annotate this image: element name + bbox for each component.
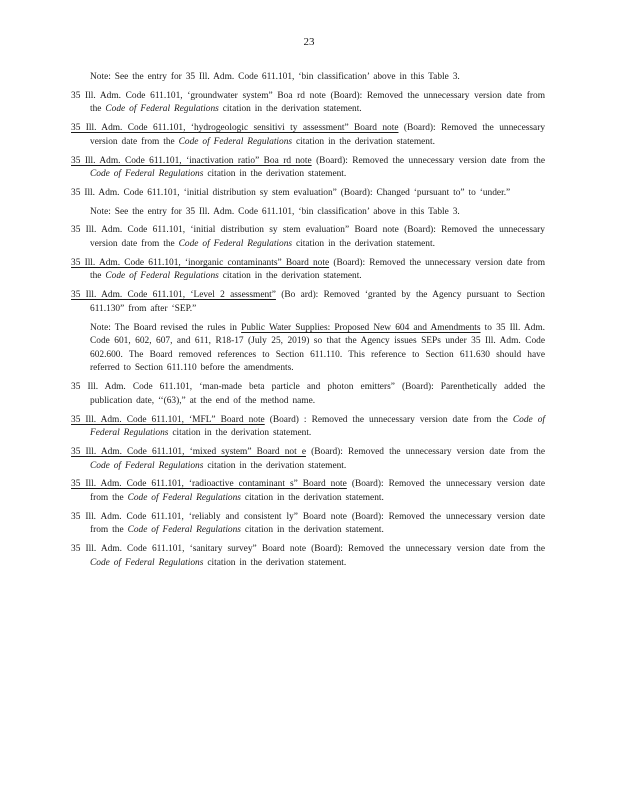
table-entry [71,414,545,441]
text-run: citation in the derivation statement. [292,239,435,250]
text-run: to 35 Ill. Adm. Code 601, 602, 607, and 611, R18-17 (July 25, 2019) so that the Agency issues SEPs under 35 Ill. Adm. Code 602.600. The Board removed references to Section 611.110. This reference to Section 611.630 should have referred to Section 611.110 before the amendments. [90,322,545,374]
text-run: 35 Ill. Adm. Code 611.101, ‘man-made beta particle and photon emitters” (Board): Parenthetically added the publication date, ‘‘(63),” at the end of the method name. [71,382,545,406]
text-run: citation in the derivation statement. [203,557,347,568]
underlined-text: 35 Ill. Adm. Code 611.101, ‘Level 2 assessment” [71,290,276,301]
text-run: 35 Ill. Adm. Code 611.101, ‘initial distribution sy stem evaluation” (Board): Changed ‘pursuant to” to ‘under.” [71,187,511,198]
italic-citation: Code of Federal Regulations [127,525,241,536]
text-run: citation in the derivation statement. [218,271,362,282]
table-entry [71,224,545,251]
table-entry [71,381,545,408]
text-run: (Board): Removed the unnecessary version date from the [90,123,546,147]
underlined-text: 35 Ill. Adm. Code 611.101, ‘radioactive contaminant s” Board note [71,479,347,490]
underlined-text: 35 Ill. Adm. Code 611.101, ‘mixed system” Board not e [71,446,306,457]
table-3-entries [71,71,545,575]
table-entry [71,187,545,201]
text-run: (Board): Removed the unnecessary version date from the [90,257,545,282]
table-entry [71,478,545,505]
table-entry [71,155,545,182]
text-run: citation in the derivation statement. [240,525,384,536]
table-entry [71,543,545,570]
italic-citation: Code of Federal Regulations [90,557,204,568]
underlined-text: 35 Ill. Adm. Code 611.101, ‘inactivation ratio” Boa rd note [71,155,312,166]
text-run: Note: See the entry for 35 Ill. Adm. Code 611.101, ‘bin classification’ above in this Table 3. [90,206,460,217]
text-run: citation in the derivation statement. [203,460,347,471]
text-run: (Board): Removed the unnecessary version date from the [306,446,545,457]
text-run: citation in the derivation statement. [218,104,362,115]
text-run: Note: See the entry for 35 Ill. Adm. Code 611.101, ‘bin classification’ above in this Table 3. [90,72,460,82]
table-entry [71,257,545,284]
text-run: (Board) : Removed the unnecessary version date from the [264,414,513,425]
italic-citation: Code of Federal Regulations [90,460,204,471]
underlined-text: Public Water Supplies: Proposed New 604 and Amendments [241,322,481,333]
underlined-text: 35 Ill. Adm. Code 611.101, ‘MFL” Board note [71,414,265,425]
table-entry [71,122,545,149]
table-entry [71,446,545,473]
underlined-text: 35 Ill. Adm. Code 611.101, ‘inorganic contaminants” Board note [71,257,330,268]
italic-citation: Code of Federal Regulations [178,239,293,250]
table-entry [71,511,545,538]
italic-citation: Code of Federal Regulations [127,492,241,503]
text-run: (Board): Removed the unnecessary version date from the [90,479,545,503]
italic-citation: Code of Federal Regulations [178,136,293,147]
table-note [90,206,545,220]
underlined-text: 35 Ill. Adm. Code 611.101, ‘hydrogeologic sensitivi ty assessment” Board note [71,123,399,134]
table-entry [71,90,545,117]
text-run: 35 Ill. Adm. Code 611.101, ‘groundwater system” Boa rd note (Board): Removed the unnecessary version date from the [71,90,545,115]
text-run: 35 Ill. Adm. Code 611.101, ‘sanitary survey” Board note (Board): Removed the unnecessary version date from the [71,544,545,555]
text-run: citation in the derivation statement. [292,136,435,147]
text-run: Note: The Board revised the rules in [90,322,242,333]
page-number: 23 [303,36,315,48]
table-note [90,71,545,85]
table-note [90,322,545,376]
text-run: (Bo ard): Removed ‘granted by the Agency pursuant to Section 611.130” from after ‘SEP.” [90,290,545,314]
italic-citation: Code of Federal Regulations [90,169,204,180]
text-run: 35 Ill. Adm. Code 611.101, ‘initial distribution sy stem evaluation” Board note (Board): Removed the unnecessary version date from the [71,225,545,250]
text-run: citation in the derivation statement. [168,428,312,439]
text-run: (Board): Removed the unnecessary version date from the [311,155,545,166]
italic-citation: Code of Federal Regulations [90,414,545,439]
italic-citation: Code of Federal Regulations [105,104,219,115]
text-run: citation in the derivation statement. [203,169,347,180]
text-run: citation in the derivation statement. [240,492,384,503]
italic-citation: Code of Federal Regulations [105,271,219,282]
table-entry [71,289,545,316]
text-run: 35 Ill. Adm. Code 611.101, ‘reliably and consistent ly” Board note (Board): Removed the unnecessary version date from the [71,511,545,536]
